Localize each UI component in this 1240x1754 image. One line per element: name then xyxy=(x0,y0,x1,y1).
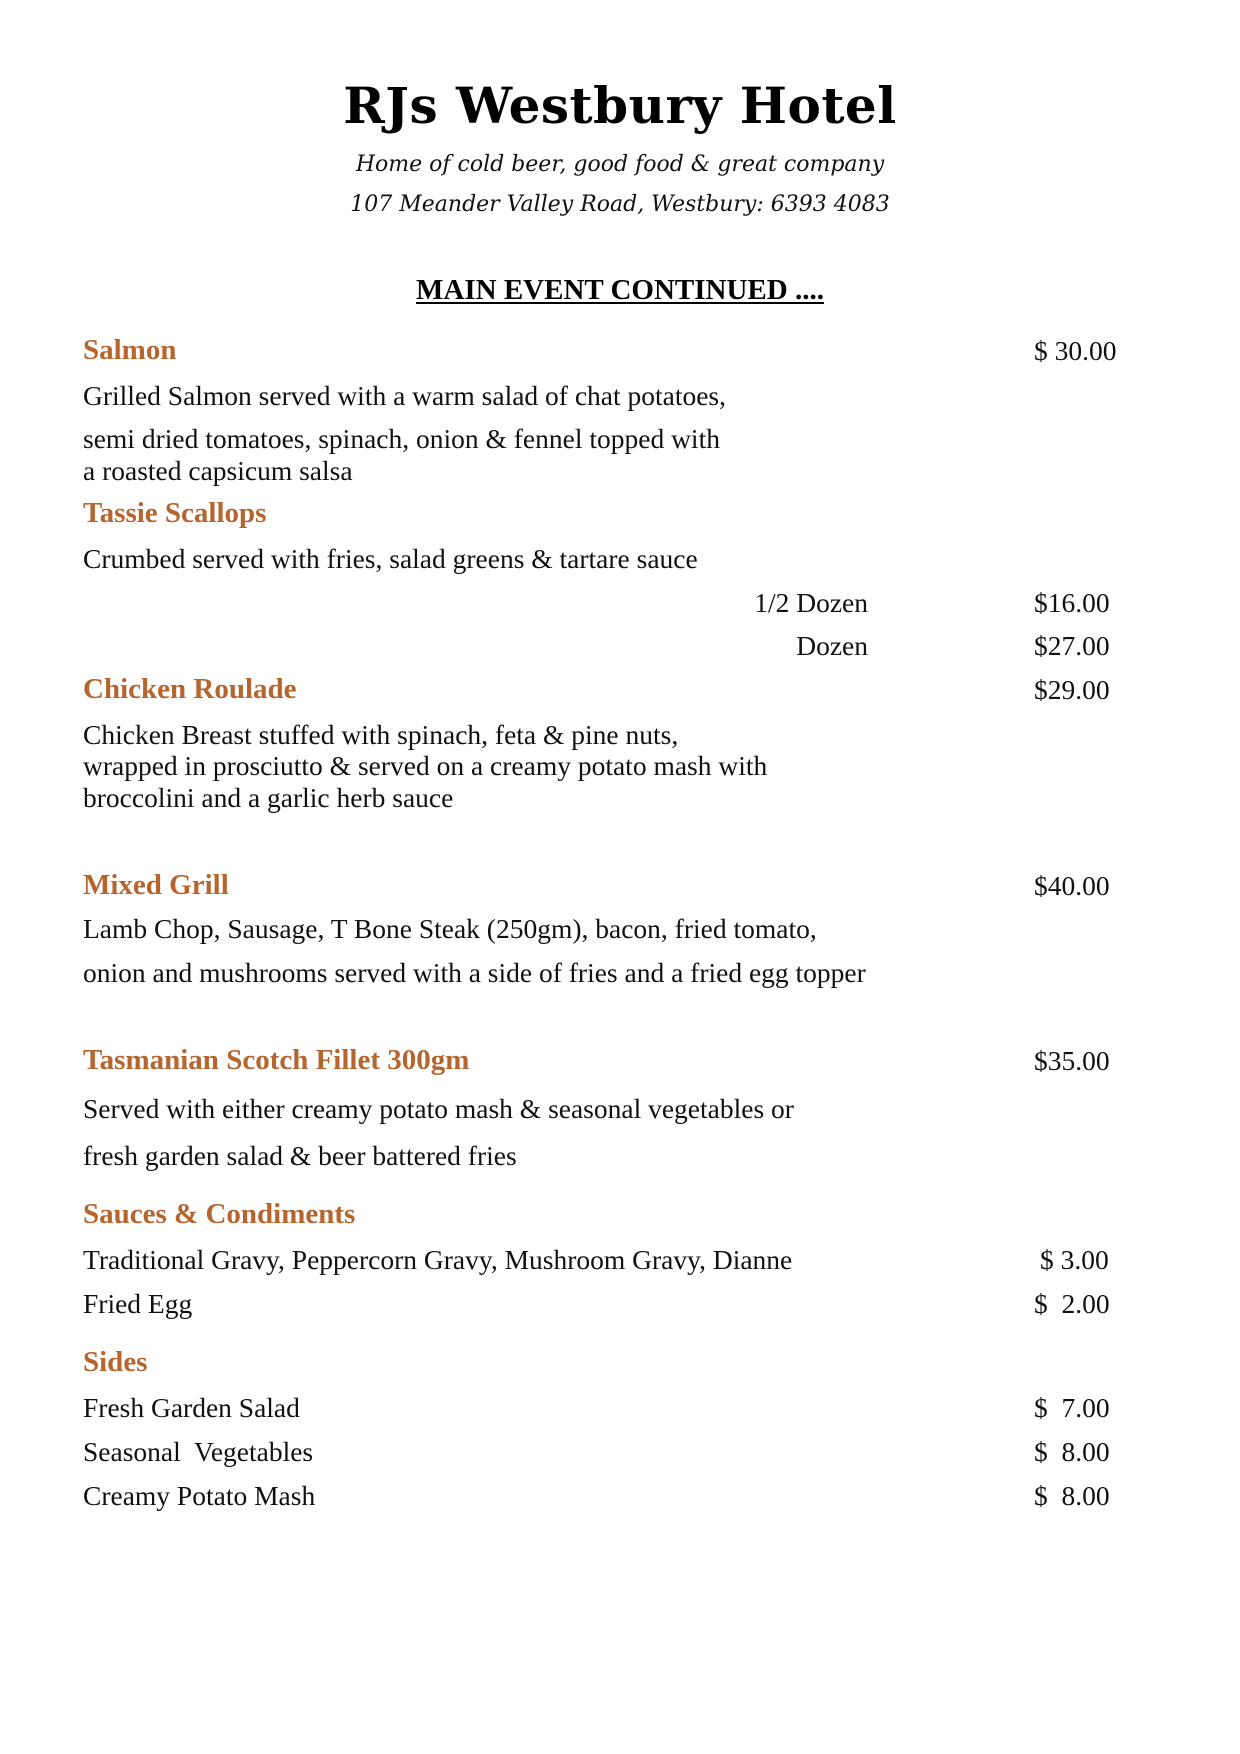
sauce-price: $ 2.00 xyxy=(1034,1288,1110,1319)
item-description: fresh garden salad & beer battered fries xyxy=(83,1140,517,1171)
item-heading-salmon: Salmon xyxy=(83,334,177,366)
item-heading-mixed-grill: Mixed Grill xyxy=(83,869,229,901)
tagline: Home of cold beer, good food & great company xyxy=(355,152,885,177)
hotel-title: RJs Westbury Hotel xyxy=(343,76,897,135)
item-description: Chicken Breast stuffed with spinach, feta & pine nuts, xyxy=(83,719,679,750)
side-price: $ 7.00 xyxy=(1034,1392,1110,1423)
item-description: a roasted capsicum salsa xyxy=(83,455,353,486)
item-description: onion and mushrooms served with a side of fries and a fried egg topper xyxy=(83,957,866,988)
item-heading-scotch-fillet: Tasmanian Scotch Fillet 300gm xyxy=(83,1044,470,1076)
sauces-heading: Sauces & Condiments xyxy=(83,1198,356,1230)
sauce-line: Fried Egg xyxy=(83,1288,193,1319)
section-title xyxy=(0,274,1240,307)
item-description: Grilled Salmon served with a warm salad of chat potatoes, xyxy=(83,380,727,411)
side-line: Fresh Garden Salad xyxy=(83,1392,300,1423)
side-price: $ 8.00 xyxy=(1034,1436,1110,1467)
item-description: semi dried tomatoes, spinach, onion & fennel topped with xyxy=(83,423,720,454)
item-heading-chicken-roulade: Chicken Roulade xyxy=(83,673,297,705)
side-line: Seasonal Vegetables xyxy=(83,1436,314,1467)
item-description: Crumbed served with fries, salad greens & tartare sauce xyxy=(83,543,698,574)
portion-label: Dozen xyxy=(796,630,868,661)
item-description: broccolini and a garlic herb sauce xyxy=(83,782,454,813)
section-title-text: MAIN EVENT CONTINUED .... xyxy=(416,274,824,306)
side-line: Creamy Potato Mash xyxy=(83,1480,316,1511)
item-description: Lamb Chop, Sausage, T Bone Steak (250gm), bacon, fried tomato, xyxy=(83,913,817,944)
portion-label: 1/2 Dozen xyxy=(754,587,868,618)
item-description: Served with either creamy potato mash & seasonal vegetables or xyxy=(83,1093,794,1124)
side-price: $ 8.00 xyxy=(1034,1480,1110,1511)
item-price-salmon: $ 30.00 xyxy=(1034,335,1117,366)
portion-price: $27.00 xyxy=(1034,630,1110,661)
sauce-price: $ 3.00 xyxy=(1040,1244,1109,1275)
item-description: wrapped in prosciutto & served on a creamy potato mash with xyxy=(83,750,768,781)
item-price-scotch-fillet: $35.00 xyxy=(1034,1045,1110,1076)
item-price-chicken-roulade: $29.00 xyxy=(1034,674,1110,705)
item-price-mixed-grill: $40.00 xyxy=(1034,870,1110,901)
sides-heading: Sides xyxy=(83,1346,148,1378)
item-heading-scallops: Tassie Scallops xyxy=(83,497,267,529)
address: 107 Meander Valley Road, Westbury: 6393 4083 xyxy=(350,192,890,217)
portion-price: $16.00 xyxy=(1034,587,1110,618)
sauce-line: Traditional Gravy, Peppercorn Gravy, Mushroom Gravy, Dianne xyxy=(83,1244,793,1275)
